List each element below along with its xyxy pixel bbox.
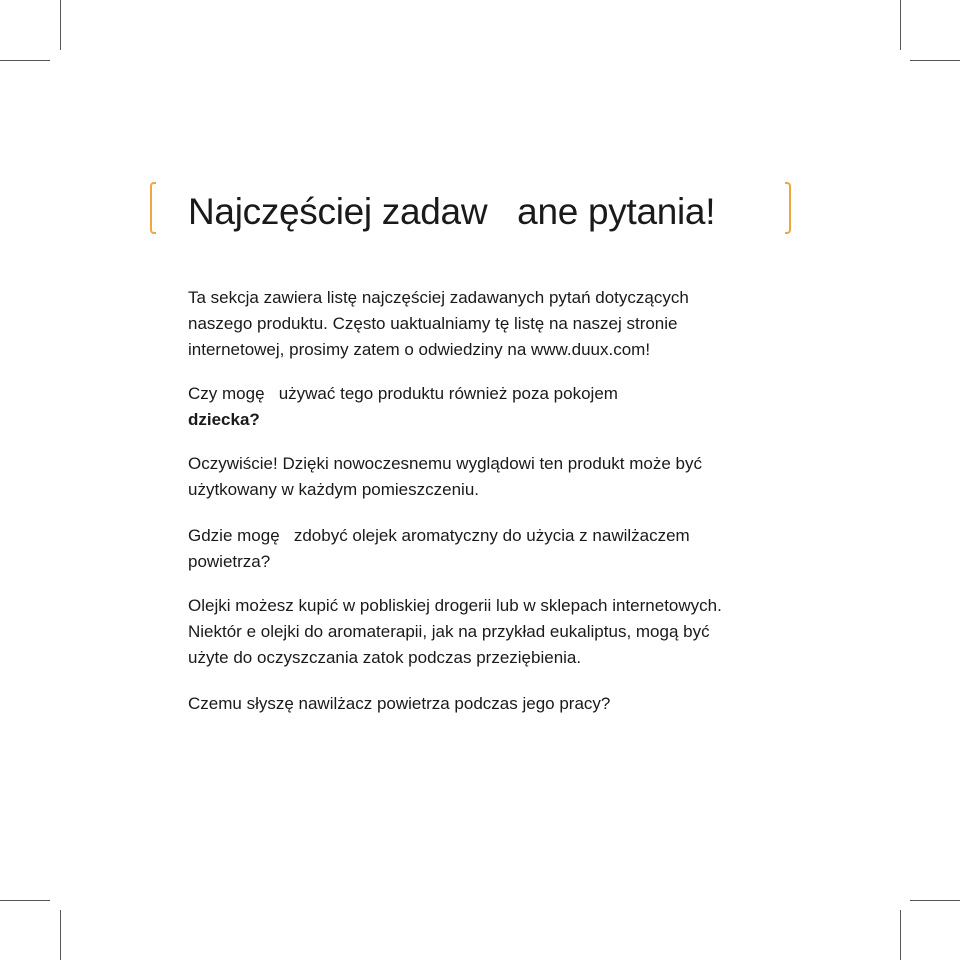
right-bracket-decoration xyxy=(785,182,791,234)
faq-question-1-main: Czy mogę używać tego produktu również poza pokojem xyxy=(188,384,618,403)
crop-mark xyxy=(60,910,61,960)
faq-question-1 xyxy=(188,381,748,433)
page-title: Najczęściej zadaw ane pytania! xyxy=(188,191,716,232)
faq-content xyxy=(188,285,748,735)
faq-answer-2: Olejki możesz kupić w pobliskiej drogerii lub w sklepach internetowych. Niektór e olejki do aromaterapii, jak na przykład eukaliptus, mogą być użyte do oczyszczania zatok podczas przeziębienia. xyxy=(188,596,722,667)
crop-mark xyxy=(0,900,50,901)
crop-mark xyxy=(60,0,61,50)
faq-answer-1: Oczywiście! Dzięki nowoczesnemu wyglądowi ten produkt może być użytkowany w każdym pomieszczeniu. xyxy=(188,454,702,499)
crop-mark xyxy=(910,60,960,61)
left-bracket-decoration xyxy=(150,182,156,234)
faq-question-1-tail: dziecka? xyxy=(188,410,260,429)
crop-mark xyxy=(900,0,901,50)
crop-mark xyxy=(900,910,901,960)
faq-question-2: Gdzie mogę zdobyć olejek aromatyczny do użycia z nawilżaczem powietrza? xyxy=(188,526,695,571)
crop-mark xyxy=(910,900,960,901)
intro-paragraph: Ta sekcja zawiera listę najczęściej zadawanych pytań dotyczących naszego produktu. Często uaktualniamy tę listę na naszej stronie internetowej, prosimy zatem o odwiedziny na www.duux.com! xyxy=(188,288,689,359)
faq-question-3: Czemu słyszę nawilżacz powietrza podczas jego pracy? xyxy=(188,694,611,713)
crop-mark xyxy=(0,60,50,61)
